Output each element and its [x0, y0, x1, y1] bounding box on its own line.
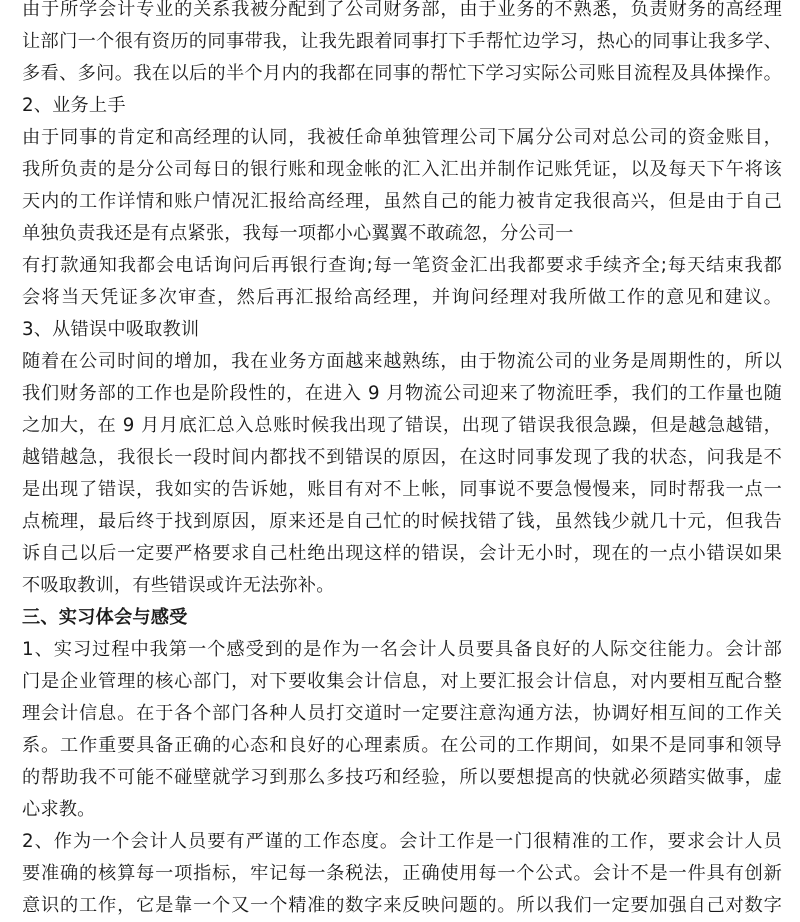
text-line: 随着在公司时间的增加，我在业务方面越来越熟练，由于物流公司的业务是周期性的，所以 [22, 351, 782, 372]
text-line: 单独负责我还是有点紧张，我每一项都小心翼翼不敢疏忽，分公司一 [22, 223, 574, 244]
text-line: 2、业务上手 [22, 95, 126, 116]
text-line: 由于同事的肯定和高经理的认同，我被任命单独管理公司下属分公司对总公司的资金账目， [22, 127, 782, 148]
text-line: 系。工作重要具备正确的心态和良好的心理素质。在公司的工作期间，如果不是同事和领导 [22, 735, 782, 756]
text-line: 理会计信息。在于各个部门各种人员打交道时一定要注意沟通方法，协调好相互间的工作关 [22, 703, 782, 724]
text-line: 心求教。 [22, 799, 96, 820]
text-line: 诉自己以后一定要严格要求自己杜绝出现这样的错误，会计无小时，现在的一点小错误如果 [22, 543, 782, 564]
section-heading: 三、实习体会与感受 [22, 607, 188, 628]
text-line: 的帮助我不可能不碰壁就学习到那么多技巧和经验，所以要想提高的快就必须踏实做事，虚 [22, 767, 782, 788]
text-line: 我所负责的是分公司每日的银行账和现金帐的汇入汇出并制作记账凭证，以及每天下午将该 [22, 159, 782, 180]
text-line: 2、作为一个会计人员要有严谨的工作态度。会计工作是一门很精准的工作，要求会计人员 [22, 831, 782, 852]
text-line: 有打款通知我都会电话询问后再银行查询;每一笔资金汇出我都要求手续齐全;每天结束我都 [22, 255, 782, 276]
text-line: 会将当天凭证多次审查，然后再汇报给高经理，并询问经理对我所做工作的意见和建议。 [22, 287, 782, 308]
text-line: 天内的工作详情和账户情况汇报给高经理，虽然自己的能力被肯定我很高兴，但是由于自己 [22, 191, 782, 212]
text-line: 要准确的核算每一项指标，牢记每一条税法，正确使用每一个公式。会计不是一件具有创新 [22, 863, 782, 884]
text-line: 让部门一个很有资历的同事带我，让我先跟着同事打下手帮忙边学习，热心的同事让我多学、 [22, 31, 782, 52]
text-line: 是出现了错误，我如实的告诉她，账目有对不上帐，同事说不要急慢慢来，同时帮我一点一 [22, 479, 782, 500]
text-line: 我们财务部的工作也是阶段性的，在进入 9 月物流公司迎来了物流旺季，我们的工作量也随 [22, 383, 782, 404]
text-line: 意识的工作，它是靠一个又一个精准的数字来反映问题的。所以我们一定要加强自己对数字 [22, 895, 782, 916]
text-line: 越错越急，我很长一段时间内都找不到错误的原因，在这时同事发现了我的状态，问我是不 [22, 447, 782, 468]
text-line: 门是企业管理的核心部门，对下要收集会计信息，对上要汇报会计信息，对内要相互配合整 [22, 671, 782, 692]
text-line: 由于所学会计专业的关系我被分配到了公司财务部，由于业务的不熟悉，负责财务的高经理 [22, 0, 782, 20]
text-line: 1、实习过程中我第一个感受到的是作为一名会计人员要具备良好的人际交往能力。会计部 [22, 639, 782, 660]
text-line: 不吸取教训，有些错误或许无法弥补。 [22, 575, 335, 596]
text-line: 多看、多问。我在以后的半个月内的我都在同事的帮忙下学习实际公司账目流程及具体操作。 [22, 63, 782, 84]
text-line: 点梳理，最后终于找到原因，原来还是自己忙的时候找错了钱，虽然钱少就几十元，但我告 [22, 511, 782, 532]
text-line: 3、从错误中吸取教训 [22, 319, 200, 340]
text-line: 之加大，在 9 月月底汇总入总账时候我出现了错误，出现了错误我很急躁，但是越急越错， [22, 415, 782, 436]
